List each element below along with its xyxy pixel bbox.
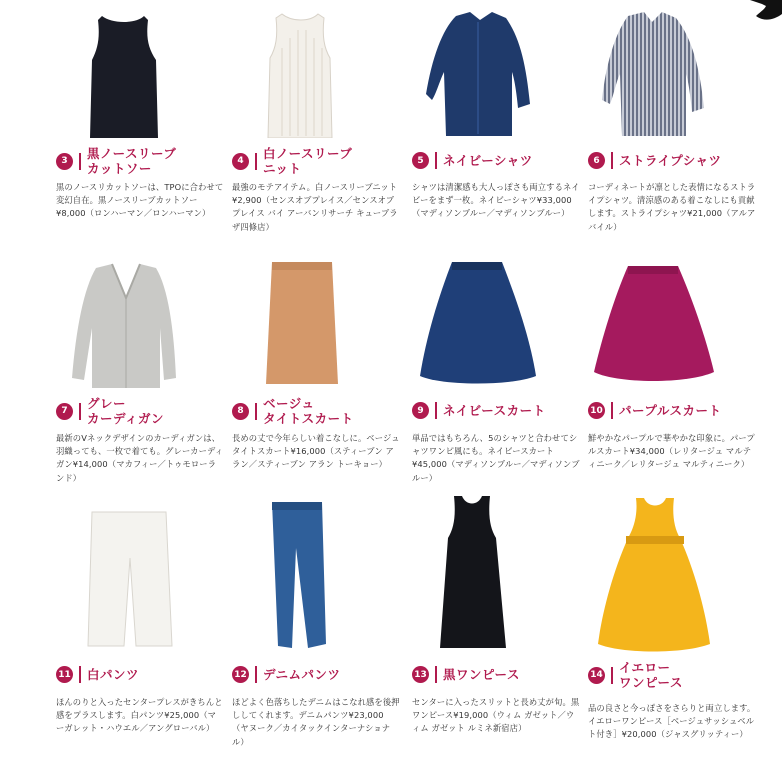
item-name: 黒ノースリーブ カットソー (87, 146, 177, 176)
tank-top-white-icon (232, 8, 412, 138)
item-name: ネイビースカート (443, 403, 546, 418)
divider (435, 152, 437, 169)
divider (79, 153, 81, 170)
item-number: 7 (56, 403, 73, 420)
divider (79, 666, 81, 683)
item-number: 9 (412, 402, 429, 419)
item-header (232, 146, 352, 176)
item-header (232, 666, 341, 683)
item-description: 黒のノースリカットソーは、TPOに合わせて変幻自在。黒ノースリーブカットソー¥8,000（ロンハーマン／ロンハーマン） (56, 182, 224, 219)
item-header (56, 666, 139, 683)
item-name: ネイビーシャツ (443, 153, 533, 168)
item-name: デニムパンツ (263, 667, 341, 682)
item-description: 品の良さと今っぽさをさらりと両立します。イエローワンピース［ベージュサッシュベルト付き］¥20,000（ジャスグリッティー） (588, 703, 756, 740)
item-number: 12 (232, 666, 249, 683)
item-header (588, 402, 722, 419)
item-description: 最新のVネックデザインのカーディガンは、羽織っても、一枚で着ても。グレーカーディガン¥14,000（マカフィー／トゥモローランド） (56, 433, 224, 483)
item-name: ストライプシャツ (619, 153, 722, 168)
divider (435, 666, 437, 683)
item-number: 6 (588, 152, 605, 169)
item-description: 鮮やかなパープルで華やかな印象に。パープルスカート¥34,000（レリタージュ マルティニーク／レリタージュ マルティニーク） (588, 433, 755, 470)
item-description: センターに入ったスリットと長め丈が旬。黒ワンピース¥19,000（ウィム ガゼット／ウィム ガゼット ルミネ新宿店） (412, 697, 580, 734)
divider (255, 666, 257, 683)
item-header (412, 152, 533, 169)
item-header (588, 660, 683, 690)
divider (611, 667, 613, 684)
item-name: 白パンツ (87, 667, 140, 682)
tank-top-black-icon (56, 8, 236, 138)
divider (435, 402, 437, 419)
item-name: イエロー ワンピース (619, 660, 683, 690)
divider (611, 402, 613, 419)
item-description: ほどよく色落ちしたデニムはこなれ感を後押ししてくれます。デニムパンツ¥23,000（ヤヌーク／カイタックインターナショナル） (232, 697, 400, 747)
item-header (412, 402, 546, 419)
item-description: 最強のモテアイテム。白ノースリーブニット¥2,900（センスオブプレイス／センスオブプレイス バイ アーバンリサーチ キューブラザ四條店） (232, 182, 398, 232)
item-number: 10 (588, 402, 605, 419)
item-name: 白ノースリーブ ニット (263, 146, 353, 176)
item-number: 14 (588, 667, 605, 684)
shirt-stripe-icon (588, 8, 768, 138)
item-description: ほんのりと入ったセンタープレスがきちんと感をプラスします。白パンツ¥25,000（マーガレット・ハウエル／アングローバル） (56, 697, 223, 734)
item-header (412, 666, 520, 683)
divider (255, 403, 257, 420)
item-number: 11 (56, 666, 73, 683)
item-description: 長めの丈で今年らしい着こなしに。ベージュタイトスカート¥16,000（スティーブン アラン／スティーブン アラン トーキョー） (232, 433, 400, 470)
item-header (56, 396, 164, 426)
item-name: 黒ワンピース (443, 667, 520, 682)
divider (79, 403, 81, 420)
divider (611, 152, 613, 169)
pants-white-icon (56, 508, 236, 648)
item-number: 5 (412, 152, 429, 169)
skirt-purple-icon (588, 258, 768, 388)
dress-yellow-icon (588, 494, 768, 654)
item-description: コーディネートが凛とした表情になるストライプシャツ。清涼感のある着こなしにも貢献します。ストライプシャツ¥21,000（アルアバイル） (588, 182, 756, 232)
item-number: 4 (232, 153, 249, 170)
item-number: 3 (56, 153, 73, 170)
item-header (56, 146, 176, 176)
item-name: パープルスカート (619, 403, 722, 418)
jeans-icon (232, 498, 412, 650)
divider (255, 153, 257, 170)
item-header (232, 396, 354, 426)
item-number: 8 (232, 403, 249, 420)
item-description: シャツは清潔感も大人っぽさも両立するネイビーをまず一枚。ネイビーシャツ¥33,000（マディソンブルー／マディソンブルー） (412, 182, 580, 219)
shirt-navy-icon (412, 8, 592, 138)
item-name: グレー カーディガン (87, 396, 165, 426)
item-header (588, 152, 722, 169)
dress-black-icon (412, 492, 592, 652)
item-description: 単品ではもちろん、5のシャツと合わせてシャツワンピ風にも。ネイビースカート¥45,000（マディソンブルー／マディソンブルー） (412, 433, 580, 483)
item-number: 13 (412, 666, 429, 683)
item-name: ベージュ タイトスカート (263, 396, 354, 426)
skirt-navy-icon (412, 258, 592, 388)
skirt-beige-icon (232, 258, 412, 388)
cardigan-gray-icon (56, 258, 236, 388)
